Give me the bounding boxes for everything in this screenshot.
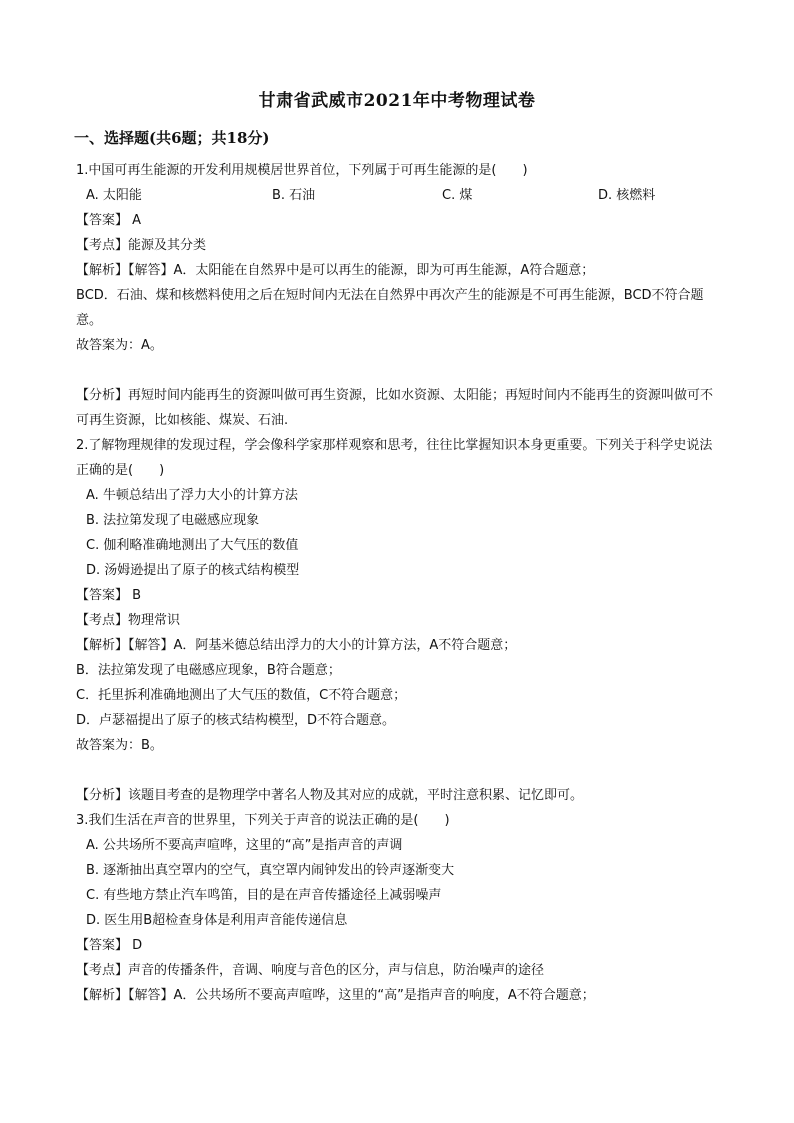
question-1-options <box>76 183 726 208</box>
q2-analysis-line-2: B．法拉第发现了电磁感应现象，B符合题意； <box>76 663 341 678</box>
q2-option-c: C. 伽利略准确地测出了大气压的数值 <box>86 538 299 553</box>
q2-analysis-line-1: 【解析】【解答】A．阿基米德总结出浮力的大小的计算方法，A不符合题意； <box>76 638 517 653</box>
q2-option-b: B. 法拉第发现了电磁感应现象 <box>86 513 260 528</box>
q3-option-c: C. 有些地方禁止汽车鸣笛，目的是在声音传播途径上减弱噪声 <box>86 888 442 903</box>
q2-option-d: D. 汤姆逊提出了原子的核式结构模型 <box>86 563 300 578</box>
q1-answer: 【答案】 A <box>76 213 142 228</box>
page-title: 甘肃省武威市2021年中考物理试卷 <box>258 91 536 111</box>
q2-analysis-line-3: C．托里拆利准确地测出了大气压的数值，C不符合题意； <box>76 688 407 703</box>
question-3-stem: 3.我们生活在声音的世界里，下列关于声音的说法正确的是( ) <box>76 813 450 828</box>
q2-knowledge-point: 【考点】物理常识 <box>76 613 181 628</box>
q2-answer: 【答案】 B <box>76 588 142 603</box>
q2-analysis-line-4: D．卢瑟福提出了原子的核式结构模型，D不符合题意。 <box>76 713 396 728</box>
q3-knowledge-point: 【考点】声音的传播条件，音调、响度与音色的区分，声与信息，防治噪声的途径 <box>76 963 545 978</box>
q1-option-d: D. 核燃料 <box>598 188 656 203</box>
q1-analysis-line-2: BCD．石油、煤和核燃料使用之后在短时间内无法在自然界中再次产生的能源是不可再生能源，BCD不符合题意。 <box>76 288 704 328</box>
q3-option-a: A. 公共场所不要高声喧哗，这里的“高”是指声音的声调 <box>86 838 403 853</box>
exam-content <box>76 128 726 1008</box>
q2-fenxi: 【分析】该题目考查的是物理学中著名人物及其对应的成就，平时注意积累、记忆即可。 <box>76 788 584 803</box>
q3-option-d: D. 医生用B超检查身体是利用声音能传递信息 <box>86 913 348 928</box>
q1-option-a: A. 太阳能 <box>86 188 142 203</box>
section-heading: 一、选择题(共6题；共18分) <box>74 129 270 147</box>
q1-option-c: C. 煤 <box>442 188 473 203</box>
q1-knowledge-point: 【考点】能源及其分类 <box>76 238 207 253</box>
q1-analysis-line-1: 【解析】【解答】A．太阳能在自然界中是可以再生的能源，即为可再生能源，A符合题意； <box>76 263 595 278</box>
q1-fenxi: 【分析】再短时间内能再生的资源叫做可再生资源，比如水资源、太阳能；再短时间内不能再生的资源叫做可不可再生资源，比如核能、煤炭、石油. <box>76 388 714 428</box>
q1-option-b: B. 石油 <box>272 188 316 203</box>
q3-answer: 【答案】 D <box>76 938 143 953</box>
question-2-stem: 2.了解物理规律的发现过程，学会像科学家那样观察和思考，往往比掌握知识本身更重要。下列关于科学史说法正确的是( ) <box>76 438 713 478</box>
question-1-stem: 1.中国可再生能源的开发利用规模居世界首位，下列属于可再生能源的是( ) <box>76 163 528 178</box>
q1-conclusion: 故答案为：A。 <box>76 338 163 353</box>
q3-option-b: B. 逐渐抽出真空罩内的空气，真空罩内闹钟发出的铃声逐渐变大 <box>86 863 455 878</box>
q2-option-a: A. 牛顿总结出了浮力大小的计算方法 <box>86 488 298 503</box>
q3-analysis-line-1: 【解析】【解答】A．公共场所不要高声喧哗，这里的“高”是指声音的响度，A不符合题意； <box>76 988 595 1003</box>
q2-conclusion: 故答案为：B。 <box>76 738 163 753</box>
